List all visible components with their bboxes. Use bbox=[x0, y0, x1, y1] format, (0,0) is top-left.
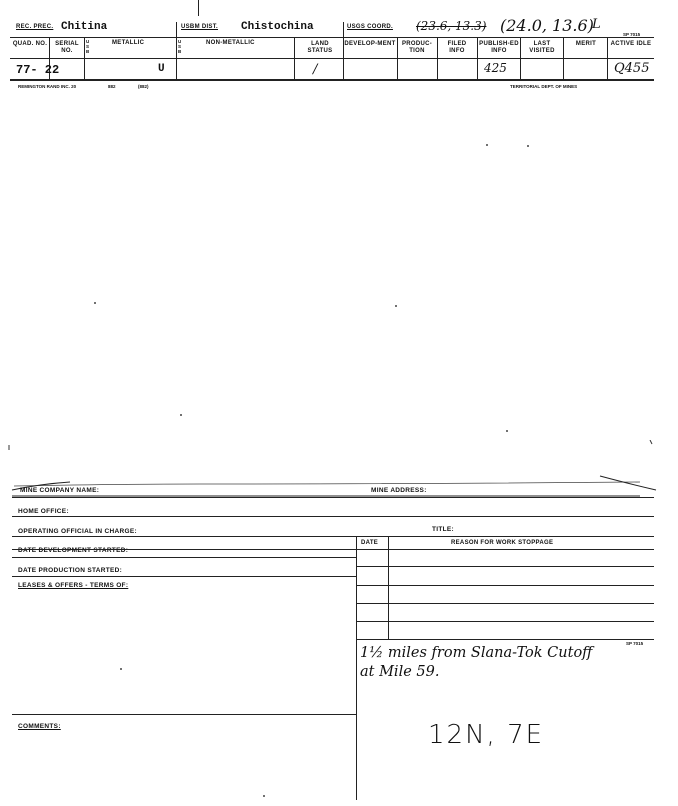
department-imprint: TERRITORIAL DEPT. OF MINES bbox=[510, 84, 578, 89]
column-divider bbox=[388, 536, 389, 640]
comments-label: COMMENTS: bbox=[18, 723, 61, 730]
published-info-value: 425 bbox=[484, 61, 507, 75]
location-note-line2: at Mile 59. bbox=[360, 664, 440, 680]
header-metallic: METALLIC bbox=[112, 40, 145, 46]
form-rule bbox=[12, 536, 654, 537]
header-development: DEVELOP-MENT bbox=[344, 41, 396, 47]
usgs-coord-mark: L bbox=[592, 17, 601, 32]
card-edge-mark bbox=[198, 0, 199, 16]
usgs-coord-value: (24.0, 13.6) bbox=[500, 16, 594, 35]
operating-official-label: OPERATING OFFICIAL IN CHARGE: bbox=[18, 528, 137, 535]
form-number-bottom: SP 7015 bbox=[626, 641, 644, 646]
col-divider bbox=[520, 37, 521, 79]
speck bbox=[486, 144, 488, 146]
col-divider bbox=[343, 22, 344, 79]
header-usb-metallic: U S B bbox=[86, 39, 90, 54]
usgs-coord-label: USGS COORD. bbox=[347, 24, 393, 30]
speck bbox=[120, 668, 122, 670]
rule-header-bottom bbox=[10, 58, 654, 59]
rec-prec-label: REC. PREC. bbox=[16, 24, 54, 30]
date-production-started-label: DATE PRODUCTION STARTED: bbox=[18, 567, 123, 574]
header-active-idle: ACTIVE IDLE bbox=[610, 41, 652, 47]
header-merit: MERIT bbox=[575, 41, 597, 47]
col-divider bbox=[437, 37, 438, 79]
usgs-coord-struck: (23.6, 13.3) bbox=[416, 19, 487, 33]
card-top-edge bbox=[0, 440, 678, 500]
location-note-line1: 1½ miles from Slana-Tok Cutoff bbox=[360, 645, 593, 661]
col-divider bbox=[84, 37, 85, 79]
form-rule bbox=[12, 714, 356, 715]
land-status-value: / bbox=[313, 62, 318, 77]
form-number: SP 7015 bbox=[623, 32, 641, 37]
header-land-status: LAND STATUS bbox=[307, 41, 333, 54]
printer-code-paren: (882) bbox=[138, 84, 149, 89]
title-label: TITLE: bbox=[432, 526, 455, 533]
form-rule bbox=[12, 576, 356, 577]
mine-company-name-label: MINE COMPANY NAME: bbox=[20, 487, 100, 494]
printer-code: 882 bbox=[108, 84, 116, 89]
form-rule bbox=[12, 557, 356, 558]
rule-header-top bbox=[10, 37, 654, 38]
home-office-label: HOME OFFICE: bbox=[18, 508, 69, 515]
speck bbox=[263, 795, 265, 797]
quad-serial-value: 77- 22 bbox=[16, 63, 60, 77]
header-published-info: PUBLISH-ED INFO bbox=[479, 41, 519, 54]
form-rule bbox=[356, 621, 654, 622]
township-range-note: 12N, 7E bbox=[428, 720, 545, 750]
col-divider bbox=[176, 22, 177, 79]
rec-prec-value: Chitina bbox=[61, 21, 108, 33]
form-rule bbox=[356, 603, 654, 604]
header-production: PRODUC-TION bbox=[401, 41, 433, 54]
form-rule bbox=[356, 585, 654, 586]
active-idle-value: Q455 bbox=[614, 61, 650, 76]
col-divider bbox=[294, 37, 295, 79]
column-divider bbox=[356, 536, 357, 800]
speck bbox=[395, 305, 397, 307]
leases-offers-label: LEASES & OFFERS - TERMS OF: bbox=[18, 582, 129, 589]
date-column-header: DATE bbox=[361, 540, 379, 546]
reason-column-header: REASON FOR WORK STOPPAGE bbox=[451, 540, 554, 546]
form-rule bbox=[356, 639, 654, 640]
date-development-started-label: DATE DEVELOPMENT STARTED: bbox=[18, 547, 129, 554]
header-nonmetallic: NON-METALLIC bbox=[206, 40, 255, 46]
header-serial-no: SERIAL NO. bbox=[55, 41, 79, 54]
rule-row-bottom bbox=[10, 79, 654, 81]
form-rule bbox=[12, 549, 654, 550]
usbm-dist-value: Chistochina bbox=[241, 21, 314, 33]
form-rule bbox=[356, 566, 654, 567]
header-usb-nonmetallic: U S B bbox=[178, 39, 182, 54]
printer-imprint: REMINGTON RAND INC. 20 bbox=[18, 84, 77, 89]
header-last-visited: LAST VISITED bbox=[529, 41, 555, 54]
usbm-dist-label: USBM DIST. bbox=[181, 24, 219, 30]
col-divider bbox=[563, 37, 564, 79]
form-rule bbox=[12, 516, 654, 517]
metallic-code-value: U bbox=[158, 63, 165, 75]
speck bbox=[94, 302, 96, 304]
form-rule bbox=[12, 497, 654, 498]
header-filed-info: FILED INFO bbox=[447, 41, 467, 54]
header-quad-no: QUAD. NO. bbox=[12, 41, 48, 47]
speck bbox=[527, 145, 529, 147]
speck bbox=[180, 414, 182, 416]
mine-address-label: MINE ADDRESS: bbox=[371, 487, 427, 494]
speck bbox=[506, 430, 508, 432]
